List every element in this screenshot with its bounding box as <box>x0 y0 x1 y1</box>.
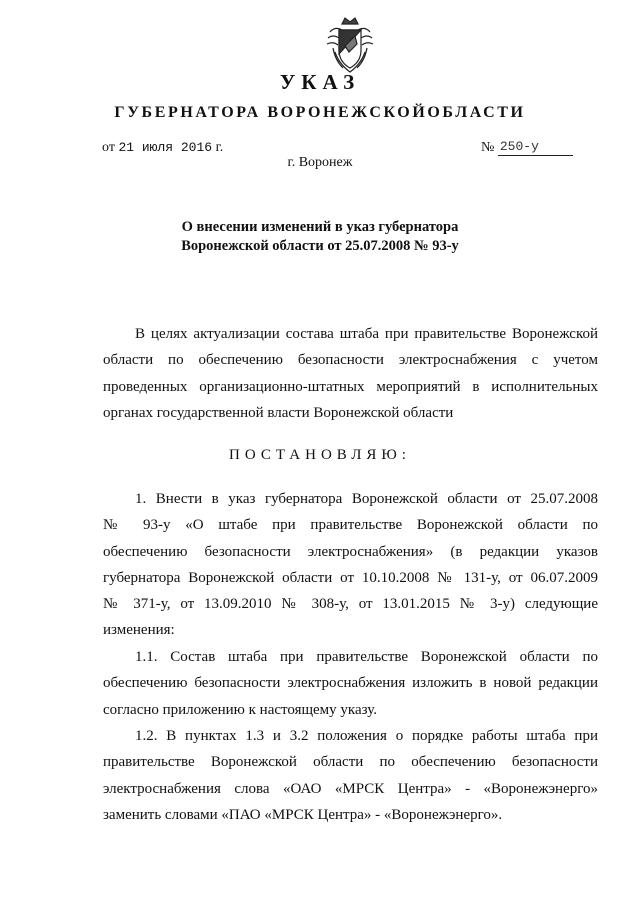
number-value: 250-у <box>499 139 539 154</box>
text-line: правительстве Воронежской области по обеспечению безопасности <box>103 754 598 771</box>
text-line: В целях актуализации состава штаба при правительстве Воронежской <box>135 326 598 342</box>
text-line: изменения: <box>103 622 175 639</box>
coat-of-arms-icon <box>325 14 375 76</box>
text-line: № 371-у, от 13.09.2010 № 308-у, от 13.01.2015 № 3-у) следующие <box>103 596 598 613</box>
number-prefix: № <box>481 140 495 155</box>
text-line: органах государственной власти Воронежской области <box>103 404 454 421</box>
text-line: 1. Внести в указ губернатора Воронежской области от 25.07.2008 <box>135 491 598 507</box>
date-prefix: от <box>102 140 115 155</box>
city: г. Воронеж <box>287 155 353 170</box>
decree-number <box>481 140 573 156</box>
text-line: обеспечению безопасности электроснабжения» (в редакции указов <box>103 543 598 560</box>
text-line: согласно приложению к настоящему указу. <box>103 701 378 718</box>
document-title-line: Воронежской области от 25.07.2008 № 93-у <box>181 238 459 254</box>
text-line: заменить словами «ПАО «МРСК Центра» - «Воронежэнерго». <box>103 806 503 823</box>
document-title <box>0 218 640 256</box>
text-line: обеспечению безопасности электроснабжения изложить в новой редакции <box>103 675 598 692</box>
item-1-paragraph <box>103 486 598 644</box>
preamble-paragraph <box>103 321 598 426</box>
item-1-2-paragraph <box>103 723 598 828</box>
text-line: 1.2. В пунктах 1.3 и 3.2 положения о порядке работы штаба при <box>135 728 598 744</box>
issuer-title: ГУБЕРНАТОРА ВОРОНЕЖСКОЙОБЛАСТИ <box>114 104 526 121</box>
text-line: области по обеспечению безопасности электроснабжения с учетом <box>103 352 598 369</box>
document-type-title: УКАЗ <box>279 70 361 94</box>
text-line: губернатора Воронежской области от 10.10.2008 № 131-у, от 06.07.2009 <box>103 569 598 586</box>
text-line: 1.1. Состав штаба при правительстве Воронежской области по <box>135 649 598 665</box>
date-value: 21 июля 2016 <box>118 140 213 155</box>
text-line: электроснабжения слова «ОАО «МРСК Центра» - «Воронежэнерго» <box>103 780 598 797</box>
decree-word: ПОСТАНОВЛЯЮ: <box>229 447 411 463</box>
text-line: проведенных организационно-штатных мероприятий в исполнительных <box>103 378 598 395</box>
date-suffix: г. <box>215 140 224 155</box>
document-title-line: О внесении изменений в указ губернатора <box>181 219 459 235</box>
item-1-1-paragraph <box>103 644 598 723</box>
text-line: № 93-у «О штабе при правительстве Воронежской области по <box>103 517 598 534</box>
decree-date <box>102 140 223 156</box>
